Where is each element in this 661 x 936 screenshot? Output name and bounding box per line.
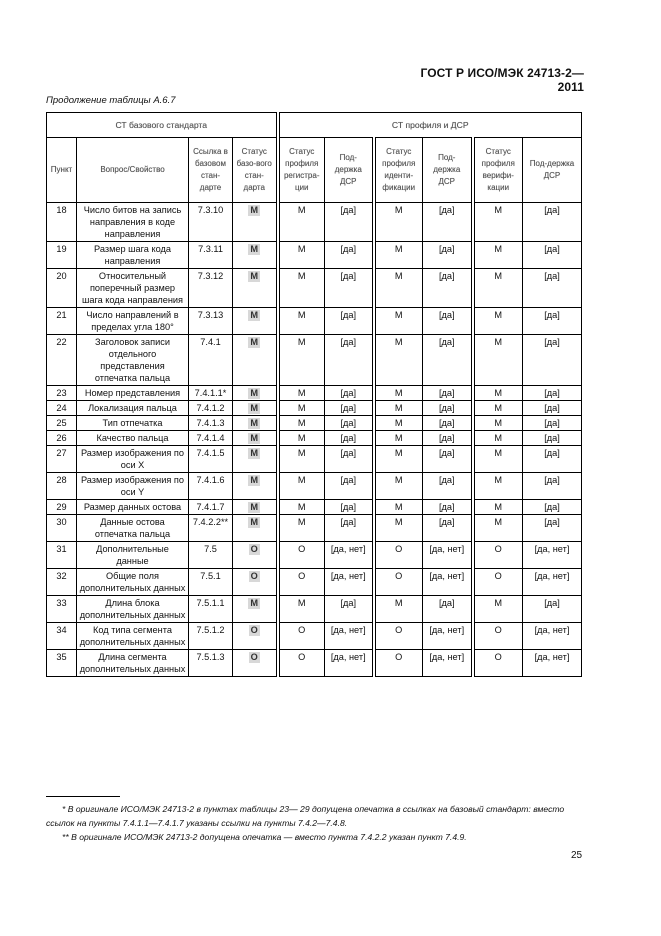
status-badge: М — [250, 502, 259, 512]
cell-item: 31 — [47, 542, 77, 569]
cell-item: 32 — [47, 569, 77, 596]
cell-registration-support: [да] — [325, 515, 374, 542]
status-badge: М — [250, 448, 259, 458]
cell-registration-support: [да] — [325, 500, 374, 515]
status-badge: О — [250, 544, 258, 554]
status-badge: М — [250, 475, 259, 485]
page-number: 25 — [571, 850, 583, 861]
cell-item: 18 — [47, 203, 77, 242]
cell-identification-status: М — [374, 596, 423, 623]
cell-verification-support: [да] — [523, 596, 582, 623]
cell-base-status — [233, 308, 278, 335]
cell-reference: 7.4.1.2 — [189, 401, 233, 416]
cell-question: Заголовок записи отдельного представления отпечатка пальца — [77, 335, 189, 386]
status-badge: М — [250, 418, 259, 428]
cell-verification-support: [да] — [523, 515, 582, 542]
cell-item: 29 — [47, 500, 77, 515]
cell-item: 34 — [47, 623, 77, 650]
status-badge: М — [250, 598, 259, 608]
cell-identification-status: О — [374, 650, 423, 677]
table-row — [47, 500, 582, 515]
cell-identification-support: [да] — [423, 515, 473, 542]
cell-registration-support: [да] — [325, 308, 374, 335]
cell-base-status — [233, 242, 278, 269]
table-row — [47, 203, 582, 242]
cell-registration-support: [да] — [325, 269, 374, 308]
cell-base-status — [233, 473, 278, 500]
cell-identification-support: [да] — [423, 431, 473, 446]
cell-identification-status: М — [374, 473, 423, 500]
cell-item: 35 — [47, 650, 77, 677]
cell-question: Размер изображения по оси Y — [77, 473, 189, 500]
cell-reference: 7.5.1.1 — [189, 596, 233, 623]
cell-identification-support: [да] — [423, 308, 473, 335]
table-row — [47, 446, 582, 473]
col-header-verification-status: Статус профиля верифи-кации — [473, 138, 523, 203]
table-row — [47, 401, 582, 416]
cell-base-status — [233, 203, 278, 242]
cell-verification-support: [да] — [523, 242, 582, 269]
cell-verification-status: М — [473, 446, 523, 473]
cell-item: 19 — [47, 242, 77, 269]
cell-verification-status: О — [473, 623, 523, 650]
cell-identification-status: М — [374, 308, 423, 335]
cell-verification-status: О — [473, 569, 523, 596]
cell-registration-support: [да, нет] — [325, 569, 374, 596]
cell-registration-status: М — [278, 203, 325, 242]
cell-registration-status: М — [278, 242, 325, 269]
cell-base-status — [233, 416, 278, 431]
cell-identification-status: М — [374, 386, 423, 401]
cell-identification-support: [да] — [423, 242, 473, 269]
cell-question: Тип отпечатка — [77, 416, 189, 431]
table-row — [47, 569, 582, 596]
cell-base-status — [233, 623, 278, 650]
cell-base-status — [233, 515, 278, 542]
cell-registration-status: О — [278, 623, 325, 650]
footnote-divider — [46, 796, 120, 797]
cell-identification-status: М — [374, 515, 423, 542]
cell-reference: 7.3.10 — [189, 203, 233, 242]
cell-identification-status: М — [374, 335, 423, 386]
table-row — [47, 515, 582, 542]
cell-question: Данные остова отпечатка пальца — [77, 515, 189, 542]
cell-question: Размер изображения по оси X — [77, 446, 189, 473]
table-caption: Продолжение таблицы А.6.7 — [46, 95, 176, 106]
cell-item: 26 — [47, 431, 77, 446]
cell-reference: 7.4.1 — [189, 335, 233, 386]
cell-verification-support: [да] — [523, 335, 582, 386]
cell-verification-status: О — [473, 650, 523, 677]
cell-registration-status: М — [278, 269, 325, 308]
table-row — [47, 242, 582, 269]
table-row — [47, 431, 582, 446]
cell-reference: 7.3.13 — [189, 308, 233, 335]
cell-item: 22 — [47, 335, 77, 386]
cell-identification-status: М — [374, 269, 423, 308]
cell-reference: 7.5.1.3 — [189, 650, 233, 677]
cell-reference: 7.4.1.4 — [189, 431, 233, 446]
cell-reference: 7.4.1.3 — [189, 416, 233, 431]
status-badge: М — [250, 403, 259, 413]
cell-item: 28 — [47, 473, 77, 500]
cell-verification-status: М — [473, 308, 523, 335]
cell-reference: 7.3.12 — [189, 269, 233, 308]
cell-identification-status: О — [374, 569, 423, 596]
cell-verification-support: [да] — [523, 473, 582, 500]
group-header-profile: СТ профиля и ДСР — [278, 113, 582, 138]
status-badge: О — [250, 625, 258, 635]
cell-identification-status: О — [374, 623, 423, 650]
cell-identification-support: [да] — [423, 446, 473, 473]
cell-question: Размер шага кода направления — [77, 242, 189, 269]
cell-question: Общие поля дополнительных данных — [77, 569, 189, 596]
cell-question: Длина блока дополнительных данных — [77, 596, 189, 623]
cell-base-status — [233, 542, 278, 569]
cell-registration-support: [да] — [325, 335, 374, 386]
cell-base-status — [233, 500, 278, 515]
cell-base-status — [233, 269, 278, 308]
cell-registration-support: [да, нет] — [325, 542, 374, 569]
footnote-2: ** В оригинале ИСО/МЭК 24713-2 допущена опечатка — вместо пункта 7.4.2.2 указан пункт 7.4.9. — [62, 832, 467, 842]
table-row — [47, 650, 582, 677]
cell-identification-support: [да] — [423, 401, 473, 416]
cell-registration-status: О — [278, 542, 325, 569]
cell-registration-status: М — [278, 515, 325, 542]
cell-registration-status: М — [278, 335, 325, 386]
cell-reference: 7.3.11 — [189, 242, 233, 269]
cell-reference: 7.4.1.5 — [189, 446, 233, 473]
cell-verification-status: М — [473, 203, 523, 242]
cell-registration-support: [да] — [325, 416, 374, 431]
cell-registration-status: М — [278, 446, 325, 473]
table-row — [47, 623, 582, 650]
cell-question: Код типа сегмента дополнительных данных — [77, 623, 189, 650]
cell-registration-support: [да, нет] — [325, 623, 374, 650]
cell-registration-status: М — [278, 473, 325, 500]
cell-identification-status: М — [374, 401, 423, 416]
cell-item: 25 — [47, 416, 77, 431]
col-header-verification-support: Под-держка ДСР — [523, 138, 582, 203]
cell-reference: 7.5.1 — [189, 569, 233, 596]
cell-identification-support: [да] — [423, 473, 473, 500]
cell-verification-support: [да, нет] — [523, 623, 582, 650]
cell-registration-support: [да] — [325, 401, 374, 416]
cell-registration-status: М — [278, 308, 325, 335]
cell-verification-support: [да, нет] — [523, 650, 582, 677]
cell-identification-support: [да, нет] — [423, 542, 473, 569]
table-row — [47, 335, 582, 386]
cell-identification-status: М — [374, 203, 423, 242]
status-badge: М — [250, 517, 259, 527]
cell-registration-status: О — [278, 569, 325, 596]
cell-identification-status: М — [374, 416, 423, 431]
group-header-base: СТ базового стандарта — [47, 113, 278, 138]
cell-verification-support: [да] — [523, 386, 582, 401]
cell-reference: 7.4.1.6 — [189, 473, 233, 500]
cell-verification-status: М — [473, 401, 523, 416]
cell-question: Число битов на запись направления в коде направления — [77, 203, 189, 242]
table-row — [47, 596, 582, 623]
cell-registration-support: [да] — [325, 431, 374, 446]
cell-registration-support: [да] — [325, 596, 374, 623]
status-badge: О — [250, 652, 258, 662]
cell-question: Дополнительные данные — [77, 542, 189, 569]
cell-question: Качество пальца — [77, 431, 189, 446]
cell-item: 33 — [47, 596, 77, 623]
cell-verification-status: М — [473, 500, 523, 515]
cell-identification-support: [да, нет] — [423, 569, 473, 596]
cell-identification-support: [да] — [423, 596, 473, 623]
cell-base-status — [233, 401, 278, 416]
status-badge: М — [250, 310, 259, 320]
cell-base-status — [233, 335, 278, 386]
cell-identification-support: [да, нет] — [423, 623, 473, 650]
cell-registration-status: М — [278, 386, 325, 401]
cell-verification-support: [да] — [523, 308, 582, 335]
cell-registration-support: [да, нет] — [325, 650, 374, 677]
cell-item: 30 — [47, 515, 77, 542]
cell-identification-support: [да] — [423, 386, 473, 401]
cell-verification-support: [да] — [523, 431, 582, 446]
col-header-item: Пункт — [47, 138, 77, 203]
cell-base-status — [233, 569, 278, 596]
cell-verification-status: М — [473, 416, 523, 431]
cell-registration-support: [да] — [325, 446, 374, 473]
cell-base-status — [233, 386, 278, 401]
cell-registration-status: М — [278, 500, 325, 515]
table-row — [47, 386, 582, 401]
cell-verification-support: [да] — [523, 401, 582, 416]
cell-verification-status: М — [473, 386, 523, 401]
cell-identification-support: [да] — [423, 416, 473, 431]
cell-reference: 7.5.1.2 — [189, 623, 233, 650]
cell-question: Локализация пальца — [77, 401, 189, 416]
requirements-table — [46, 112, 582, 677]
cell-registration-status: М — [278, 401, 325, 416]
cell-identification-support: [да] — [423, 335, 473, 386]
cell-item: 24 — [47, 401, 77, 416]
col-header-registration-support: Под-держка ДСР — [325, 138, 374, 203]
cell-identification-status: М — [374, 242, 423, 269]
cell-item: 21 — [47, 308, 77, 335]
cell-verification-support: [да, нет] — [523, 569, 582, 596]
standard-title: ГОСТ Р ИСО/МЭК 24713-2—2011 — [420, 66, 584, 94]
cell-verification-status: М — [473, 269, 523, 308]
cell-question: Число направлений в пределах угла 180° — [77, 308, 189, 335]
footnote-1: * В оригинале ИСО/МЭК 24713-2 в пунктах таблицы 23— 29 допущена опечатка в ссылках на базовый стандарт: вместо ссылок на пункты 7.4.1.1—7.4.1.7 указаны ссылки на пункты 7.4.2—7.4.8. — [46, 804, 565, 828]
table-row — [47, 269, 582, 308]
cell-reference: 7.4.1.1* — [189, 386, 233, 401]
cell-verification-status: М — [473, 242, 523, 269]
cell-registration-support: [да] — [325, 386, 374, 401]
table-row — [47, 416, 582, 431]
status-badge: М — [250, 337, 259, 347]
cell-registration-status: М — [278, 416, 325, 431]
table-row — [47, 473, 582, 500]
cell-question: Относительный поперечный размер шага кода направления — [77, 269, 189, 308]
cell-verification-status: О — [473, 542, 523, 569]
col-header-identification-status: Статус профиля иденти-фикации — [374, 138, 423, 203]
cell-item: 27 — [47, 446, 77, 473]
cell-item: 23 — [47, 386, 77, 401]
cell-verification-status: М — [473, 335, 523, 386]
cell-registration-status: М — [278, 596, 325, 623]
cell-identification-status: О — [374, 542, 423, 569]
table-row — [47, 308, 582, 335]
cell-identification-support: [да, нет] — [423, 650, 473, 677]
status-badge: М — [250, 388, 259, 398]
col-header-base-status: Статус базо-вого стан-дарта — [233, 138, 278, 203]
col-header-registration-status: Статус профиля регистра-ции — [278, 138, 325, 203]
cell-identification-status: М — [374, 500, 423, 515]
cell-base-status — [233, 650, 278, 677]
cell-verification-support: [да] — [523, 446, 582, 473]
cell-registration-support: [да] — [325, 242, 374, 269]
cell-identification-support: [да] — [423, 269, 473, 308]
cell-identification-status: М — [374, 431, 423, 446]
table-row — [47, 542, 582, 569]
cell-identification-support: [да] — [423, 500, 473, 515]
cell-identification-status: М — [374, 446, 423, 473]
cell-base-status — [233, 431, 278, 446]
cell-registration-support: [да] — [325, 473, 374, 500]
status-badge: М — [250, 433, 259, 443]
status-badge: М — [250, 205, 259, 215]
col-header-question: Вопрос/Свойство — [77, 138, 189, 203]
cell-verification-support: [да] — [523, 203, 582, 242]
cell-verification-support: [да] — [523, 500, 582, 515]
cell-verification-status: М — [473, 515, 523, 542]
cell-verification-status: М — [473, 596, 523, 623]
cell-verification-support: [да] — [523, 416, 582, 431]
cell-item: 20 — [47, 269, 77, 308]
cell-verification-status: М — [473, 431, 523, 446]
cell-verification-status: М — [473, 473, 523, 500]
cell-verification-support: [да, нет] — [523, 542, 582, 569]
cell-question: Номер представления — [77, 386, 189, 401]
cell-base-status — [233, 446, 278, 473]
cell-reference: 7.4.2.2** — [189, 515, 233, 542]
cell-identification-support: [да] — [423, 203, 473, 242]
status-badge: М — [250, 271, 259, 281]
cell-reference: 7.4.1.7 — [189, 500, 233, 515]
cell-registration-support: [да] — [325, 203, 374, 242]
cell-reference: 7.5 — [189, 542, 233, 569]
col-header-identification-support: Под-держка ДСР — [423, 138, 473, 203]
cell-question: Размер данных остова — [77, 500, 189, 515]
table-body — [47, 203, 582, 677]
cell-base-status — [233, 596, 278, 623]
cell-registration-status: О — [278, 650, 325, 677]
status-badge: М — [250, 244, 259, 254]
status-badge: О — [250, 571, 258, 581]
cell-verification-support: [да] — [523, 269, 582, 308]
cell-registration-status: М — [278, 431, 325, 446]
col-header-reference: Ссылка в базовом стан-дарте — [189, 138, 233, 203]
cell-question: Длина сегмента дополнительных данных — [77, 650, 189, 677]
